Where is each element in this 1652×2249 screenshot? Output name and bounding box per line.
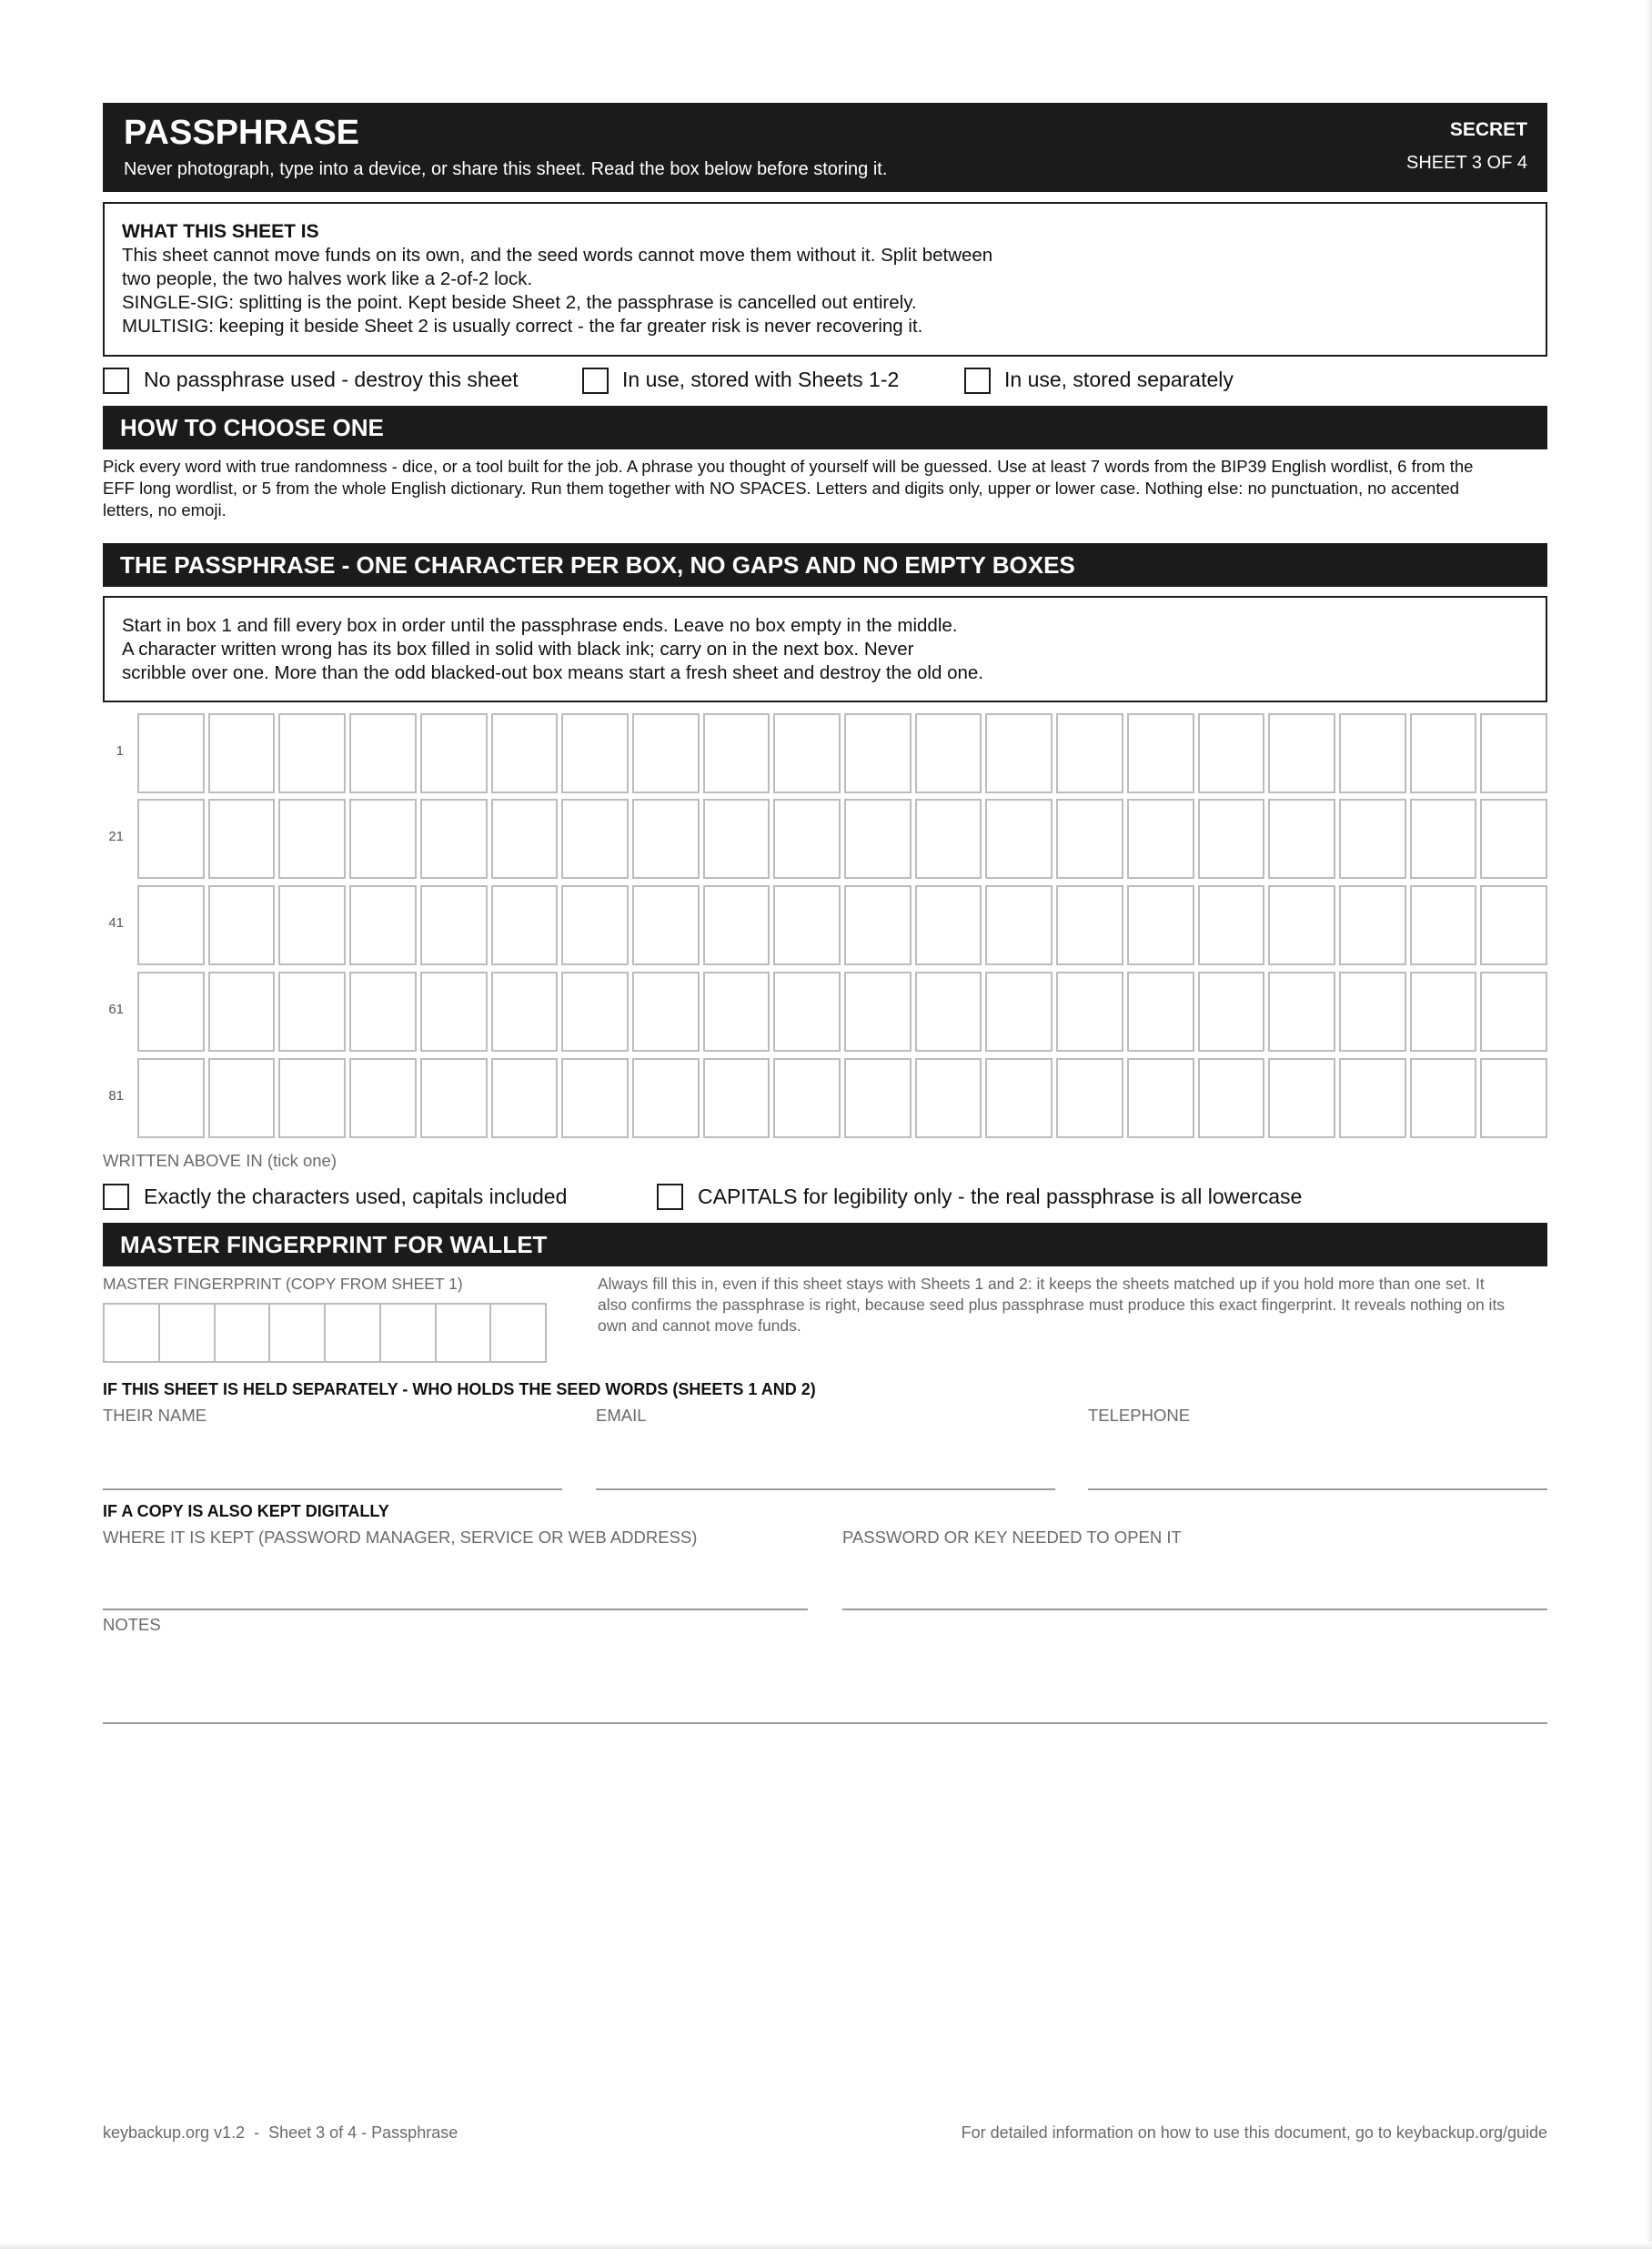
fingerprint-char-box[interactable] (379, 1303, 437, 1363)
fingerprint-note-line: also confirms the passphrase is right, because seed plus passphrase must produce this exact fingerprint. It reveals nothing on its (598, 1296, 1506, 1314)
written-above-label: WRITTEN ABOVE IN (tick one) (103, 1151, 337, 1170)
passphrase-char-box[interactable] (1056, 713, 1123, 793)
passphrase-char-box[interactable] (632, 885, 700, 965)
passphrase-char-box[interactable] (632, 713, 700, 793)
passphrase-char-box[interactable] (1198, 972, 1265, 1052)
passphrase-char-box[interactable] (915, 885, 982, 965)
email-label: EMAIL (596, 1406, 647, 1425)
option-stored-separately-label: In use, stored separately (1004, 368, 1234, 391)
passphrase-char-box[interactable] (491, 1058, 559, 1138)
what-box-line: SINGLE-SIG: splitting is the point. Kept beside Sheet 2, the passphrase is cancelled out entirely. (122, 292, 917, 313)
passphrase-char-box[interactable] (844, 713, 912, 793)
passphrase-char-box[interactable] (208, 799, 276, 879)
passphrase-char-box[interactable] (1127, 885, 1194, 965)
passphrase-char-box[interactable] (985, 972, 1053, 1052)
instruction-line: scribble over one. More than the odd blacked-out box means start a fresh sheet and destroy the old one. (122, 662, 983, 683)
email-field[interactable] (596, 1488, 1055, 1490)
passphrase-char-box[interactable] (1410, 972, 1477, 1052)
passphrase-char-box[interactable] (561, 1058, 629, 1138)
passphrase-char-box[interactable] (773, 799, 841, 879)
passphrase-char-box[interactable] (1480, 1058, 1547, 1138)
instruction-line: Start in box 1 and fill every box in order until the passphrase ends. Leave no box empty in the middle. (122, 615, 958, 636)
passphrase-char-box[interactable] (420, 972, 488, 1052)
passphrase-char-box[interactable] (1410, 1058, 1477, 1138)
passphrase-char-box[interactable] (703, 885, 771, 965)
passphrase-char-box[interactable] (1198, 799, 1265, 879)
page-title: PASSPHRASE (124, 114, 360, 152)
passphrase-row (137, 799, 1547, 879)
page-edge (1647, 0, 1652, 2249)
passphrase-char-box[interactable] (1268, 972, 1335, 1052)
passphrase-row (137, 713, 1547, 793)
page-bottom-edge (0, 2242, 1652, 2249)
footer-left: keybackup.org v1.2 - Sheet 3 of 4 - Passphrase (103, 2123, 458, 2142)
footer-right: For detailed information on how to use this document, go to keybackup.org/guide (961, 2123, 1547, 2142)
fingerprint-boxes (103, 1303, 545, 1363)
passphrase-char-box[interactable] (278, 972, 346, 1052)
passphrase-char-box[interactable] (773, 713, 841, 793)
row-number: 21 (108, 829, 124, 844)
instruction-line: A character written wrong has its box filled in solid with black ink; carry on in the next box. Never (122, 639, 914, 660)
where-kept-field[interactable] (103, 1609, 808, 1610)
option-no-passphrase-label: No passphrase used - destroy this sheet (144, 368, 519, 391)
what-box-heading: WHAT THIS SHEET IS (122, 221, 319, 242)
passphrase-char-box[interactable] (703, 1058, 771, 1138)
passphrase-char-box[interactable] (915, 799, 982, 879)
passphrase-char-box[interactable] (915, 1058, 982, 1138)
passphrase-char-box[interactable] (1198, 1058, 1265, 1138)
passphrase-char-box[interactable] (137, 713, 205, 793)
passphrase-char-box[interactable] (1056, 799, 1123, 879)
passphrase-char-box[interactable] (1339, 1058, 1406, 1138)
passphrase-char-box[interactable] (1339, 972, 1406, 1052)
passphrase-char-box[interactable] (137, 885, 205, 965)
passphrase-char-box[interactable] (1480, 972, 1547, 1052)
passphrase-char-box[interactable] (278, 799, 346, 879)
passphrase-char-box[interactable] (349, 713, 417, 793)
passphrase-char-box[interactable] (137, 972, 205, 1052)
passphrase-char-box[interactable] (1198, 885, 1265, 965)
passphrase-char-box[interactable] (1268, 799, 1335, 879)
passphrase-char-box[interactable] (844, 972, 912, 1052)
notes-field[interactable] (103, 1722, 1547, 1724)
header-subtitle: Never photograph, type into a device, or share this sheet. Read the box below before storing it. (124, 159, 888, 179)
passphrase-grid-heading: THE PASSPHRASE - ONE CHARACTER PER BOX, NO GAPS AND NO EMPTY BOXES (103, 543, 1547, 587)
password-field[interactable] (842, 1609, 1547, 1610)
option-exact-characters-label: Exactly the characters used, capitals included (144, 1185, 568, 1208)
fingerprint-char-box[interactable] (324, 1303, 381, 1363)
header-banner (103, 103, 1547, 192)
passphrase-char-box[interactable] (773, 1058, 841, 1138)
fingerprint-char-box[interactable] (103, 1303, 160, 1363)
passphrase-char-box[interactable] (632, 1058, 700, 1138)
passphrase-char-box[interactable] (208, 972, 276, 1052)
row-number: 41 (108, 915, 124, 931)
passphrase-row (137, 885, 1547, 965)
passphrase-char-box[interactable] (278, 1058, 346, 1138)
passphrase-char-box[interactable] (985, 885, 1053, 965)
passphrase-char-box[interactable] (349, 972, 417, 1052)
secret-label: SECRET (1449, 119, 1527, 140)
sheet-number: SHEET 3 OF 4 (1405, 153, 1527, 173)
passphrase-char-box[interactable] (985, 799, 1053, 879)
how-to-choose-text (103, 456, 1549, 521)
passphrase-char-box[interactable] (137, 799, 205, 879)
passphrase-char-box[interactable] (208, 885, 276, 965)
passphrase-char-box[interactable] (278, 885, 346, 965)
passphrase-char-box[interactable] (491, 885, 559, 965)
passphrase-char-box[interactable] (844, 799, 912, 879)
holder-heading: IF THIS SHEET IS HELD SEPARATELY - WHO HOLDS THE SEED WORDS (SHEETS 1 AND 2) (103, 1380, 816, 1398)
fingerprint-char-box[interactable] (435, 1303, 492, 1363)
fingerprint-char-box[interactable] (489, 1303, 547, 1363)
passphrase-char-box[interactable] (773, 885, 841, 965)
what-this-sheet-is-box (103, 202, 1547, 357)
row-number: 1 (116, 743, 124, 759)
passphrase-char-box[interactable] (349, 799, 417, 879)
passphrase-char-box[interactable] (561, 972, 629, 1052)
passphrase-char-box[interactable] (1198, 713, 1265, 793)
passphrase-char-box[interactable] (1410, 885, 1477, 965)
passphrase-char-box[interactable] (1480, 885, 1547, 965)
passphrase-char-box[interactable] (703, 799, 771, 879)
master-fingerprint-label: MASTER FINGERPRINT (COPY FROM SHEET 1) (103, 1275, 463, 1293)
passphrase-char-box[interactable] (491, 799, 559, 879)
passphrase-char-box[interactable] (1127, 972, 1194, 1052)
passphrase-char-box[interactable] (349, 1058, 417, 1138)
passphrase-instructions-box (103, 596, 1547, 702)
passphrase-char-box[interactable] (1056, 885, 1123, 965)
passphrase-char-box[interactable] (420, 1058, 488, 1138)
checkbox-stored-separately[interactable] (964, 368, 991, 394)
passphrase-char-box[interactable] (420, 799, 488, 879)
checkbox-no-passphrase[interactable] (103, 368, 129, 394)
where-kept-label: WHERE IT IS KEPT (PASSWORD MANAGER, SERVICE OR WEB ADDRESS) (103, 1528, 698, 1547)
passphrase-char-box[interactable] (1268, 713, 1335, 793)
master-fingerprint-heading: MASTER FINGERPRINT FOR WALLET (103, 1223, 1547, 1266)
passphrase-char-box[interactable] (1127, 799, 1194, 879)
passphrase-char-box[interactable] (561, 799, 629, 879)
passphrase-char-box[interactable] (208, 713, 276, 793)
passphrase-char-box[interactable] (1056, 972, 1123, 1052)
passphrase-row (137, 972, 1547, 1052)
passphrase-char-box[interactable] (844, 1058, 912, 1138)
passphrase-char-box[interactable] (1056, 1058, 1123, 1138)
passphrase-char-box[interactable] (491, 972, 559, 1052)
passphrase-char-box[interactable] (703, 713, 771, 793)
passphrase-char-box[interactable] (420, 885, 488, 965)
passphrase-char-box[interactable] (1339, 885, 1406, 965)
checkbox-stored-with-sheets[interactable] (582, 368, 609, 394)
passphrase-char-box[interactable] (1127, 713, 1194, 793)
passphrase-char-box[interactable] (985, 713, 1053, 793)
passphrase-char-box[interactable] (1127, 1058, 1194, 1138)
passphrase-char-box[interactable] (1480, 713, 1547, 793)
telephone-label: TELEPHONE (1088, 1406, 1191, 1425)
passphrase-char-box[interactable] (1268, 885, 1335, 965)
passphrase-char-box[interactable] (915, 972, 982, 1052)
fingerprint-note-line: Always fill this in, even if this sheet stays with Sheets 1 and 2: it keeps the sheets matched up if you hold more than one set. It (598, 1275, 1485, 1293)
option-stored-with-sheets-label: In use, stored with Sheets 1-2 (622, 368, 900, 391)
passphrase-char-box[interactable] (561, 885, 629, 965)
row-number: 61 (108, 1002, 124, 1017)
passphrase-char-box[interactable] (985, 1058, 1053, 1138)
checkbox-capitals-only[interactable] (657, 1184, 683, 1210)
passphrase-char-box[interactable] (349, 885, 417, 965)
passphrase-char-box[interactable] (1410, 713, 1477, 793)
passphrase-char-box[interactable] (1339, 713, 1406, 793)
fingerprint-note (598, 1274, 1544, 1336)
what-box-line: two people, the two halves work like a 2-of-2 lock. (122, 268, 533, 289)
what-box-line: This sheet cannot move funds on its own, and the seed words cannot move them without it. Split between (122, 245, 993, 266)
fingerprint-char-box[interactable] (158, 1303, 216, 1363)
choose-line: letters, no emoji. (103, 500, 227, 519)
passphrase-char-box[interactable] (137, 1058, 205, 1138)
fingerprint-note-line: own and cannot move funds. (598, 1316, 801, 1335)
digital-copy-heading: IF A COPY IS ALSO KEPT DIGITALLY (103, 1502, 389, 1520)
passphrase-char-box[interactable] (1268, 1058, 1335, 1138)
how-to-choose-heading: HOW TO CHOOSE ONE (103, 406, 1547, 449)
their-name-label: THEIR NAME (103, 1406, 207, 1425)
passphrase-char-box[interactable] (1480, 799, 1547, 879)
passphrase-char-box[interactable] (278, 713, 346, 793)
fingerprint-char-box[interactable] (268, 1303, 326, 1363)
option-capitals-only-label: CAPITALS for legibility only - the real passphrase is all lowercase (698, 1185, 1303, 1208)
row-number: 81 (108, 1088, 124, 1104)
passphrase-char-box[interactable] (632, 799, 700, 879)
passphrase-row (137, 1058, 1547, 1138)
passphrase-char-box[interactable] (208, 1058, 276, 1138)
passphrase-char-box[interactable] (703, 972, 771, 1052)
passphrase-char-box[interactable] (491, 713, 559, 793)
passphrase-char-box[interactable] (632, 972, 700, 1052)
choose-line: Pick every word with true randomness - dice, or a tool built for the job. A phrase you thought of yourself will be guessed. Use at least 7 words from the BIP39 English wordlist, 6 from the (103, 457, 1474, 476)
passphrase-char-box[interactable] (1410, 799, 1477, 879)
notes-label: NOTES (103, 1615, 161, 1634)
passphrase-char-box[interactable] (420, 713, 488, 793)
passphrase-char-box[interactable] (844, 885, 912, 965)
checkbox-exact-characters[interactable] (103, 1184, 129, 1210)
passphrase-char-box[interactable] (915, 713, 982, 793)
passphrase-char-box[interactable] (773, 972, 841, 1052)
telephone-field[interactable] (1088, 1488, 1547, 1490)
fingerprint-char-box[interactable] (214, 1303, 271, 1363)
their-name-field[interactable] (103, 1488, 562, 1490)
choose-line: EFF long wordlist, or 5 from the whole English dictionary. Run them together with NO SPACES. Letters and digits only, upper or lower case. Nothing else: no punctuation, no accented (103, 479, 1460, 498)
passphrase-char-box[interactable] (561, 713, 629, 793)
what-box-line: MULTISIG: keeping it beside Sheet 2 is usually correct - the far greater risk is never recovering it. (122, 316, 923, 337)
passphrase-char-box[interactable] (1339, 799, 1406, 879)
password-label: PASSWORD OR KEY NEEDED TO OPEN IT (842, 1528, 1182, 1547)
